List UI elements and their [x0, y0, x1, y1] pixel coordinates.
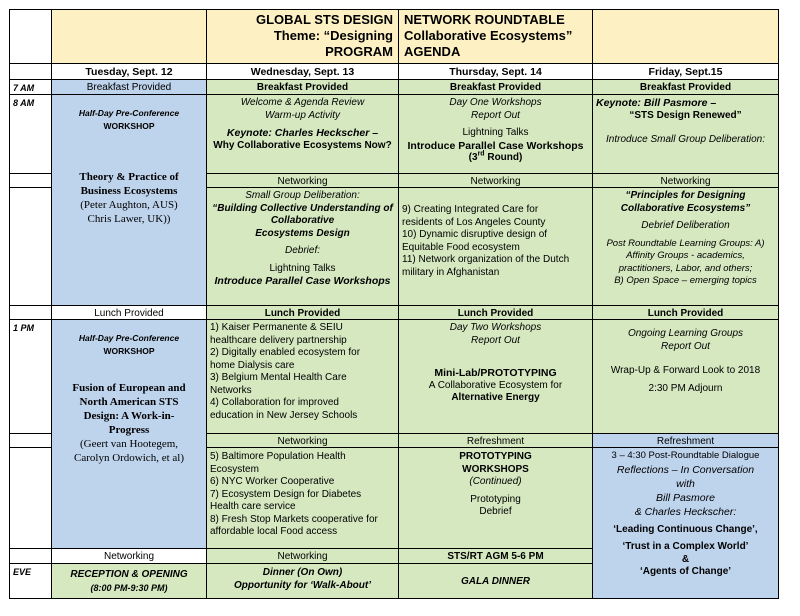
tue-breakfast: Breakfast Provided: [51, 79, 207, 95]
thu-minilab-sub: A Collaborative Ecosystem for: [428, 379, 563, 391]
fri-refreshment: Refreshment: [592, 433, 779, 448]
wed-case-2a: 2) Digitally enabled ecosystem for: [210, 347, 361, 358]
tue-pm-title2: North American STS: [79, 396, 179, 408]
title-left-spacer: [51, 9, 207, 64]
time-blank-3: [9, 305, 52, 320]
thu-proto-debrief: Debrief: [479, 506, 512, 517]
tue-lunch: Lunch Provided: [51, 305, 207, 320]
wed-cases-1: [206, 319, 399, 434]
wed-intro-parallel: Introduce Parallel Case Workshops: [214, 275, 391, 287]
time-8am: 8 AM: [9, 94, 52, 174]
wed-lightning: Lightning Talks: [269, 262, 336, 274]
wed-keynote: Keynote: Charles Heckscher –: [226, 127, 379, 139]
day-corner: [9, 63, 52, 80]
fri-lunch: Lunch Provided: [592, 305, 779, 320]
thu-pm-report-out: Report Out: [471, 334, 520, 346]
tue-afternoon-workshop: [51, 319, 207, 549]
fri-pasmore: Bill Pasmore: [656, 491, 715, 504]
day-header-wed: Wednesday, Sept. 13: [206, 63, 399, 80]
wed-sg-title1: “Building Collective Understanding of: [212, 202, 393, 214]
fri-with: with: [676, 477, 695, 490]
tue-am-title2: Business Ecosystems: [80, 185, 178, 197]
tue-networking: Networking: [51, 548, 207, 564]
fri-networking-am: Networking: [592, 173, 779, 188]
wed-sg-label: Small Group Deliberation:: [245, 190, 360, 201]
wed-case-6: 6) NYC Worker Cooperative: [210, 476, 335, 487]
tue-pm-title4: Progress: [108, 424, 150, 436]
thu-case-11b: military in Afghanistan: [402, 266, 500, 278]
thu-afternoon: [398, 319, 593, 434]
thu-case-10a: 10) Dynamic disruptive design of: [402, 229, 548, 240]
fri-principles: [592, 187, 779, 306]
day-header-fri: Friday, Sept.15: [592, 63, 779, 80]
fri-keynote: Keynote: Bill Pasmore –: [596, 97, 717, 109]
title-part1: GLOBAL STS DESIGN: [256, 12, 393, 27]
thu-prototyping: [398, 447, 593, 549]
thu-agm: STS/RT AGM 5-6 PM: [398, 548, 593, 564]
wed-networking-am: Networking: [206, 173, 399, 188]
fri-intro-sg: Introduce Small Group Deliberation:: [606, 134, 765, 145]
fri-dialogue-time: 3 – 4:30 Post-Roundtable Dialogue: [611, 450, 760, 461]
thu-case-9b: residents of Los Angeles County: [402, 216, 546, 228]
wed-case-8b: affordable local Food access: [210, 526, 338, 537]
title-part1c: PROGRAM: [325, 44, 393, 59]
thu-proto-continued: (Continued): [469, 476, 522, 487]
wed-sg-title2: Collaborative: [270, 215, 335, 226]
thu-cases: [398, 187, 593, 306]
wed-welcome: Welcome & Agenda Review: [240, 97, 365, 108]
tue-eve-time: (8:00 PM-9:30 PM): [90, 582, 168, 593]
fri-prl-1: Post Roundtable Learning Groups: A): [606, 237, 765, 249]
wed-evening: [206, 563, 399, 599]
tue-am-title1: Theory & Practice of: [79, 171, 179, 183]
time-blank-4: [9, 433, 52, 448]
wed-case-7b: Health care service: [210, 501, 296, 512]
thu-proto-title1: PROTOTYPING: [459, 451, 532, 462]
thu-breakfast: Breakfast Provided: [398, 79, 593, 95]
wed-case-3b: Networks: [210, 384, 252, 396]
title-part1b: Theme: “Designing: [273, 28, 393, 43]
wed-case-5a: 5) Baltimore Population Health: [210, 451, 346, 462]
thu-day-two: Day Two Workshops: [449, 322, 542, 333]
day-header-thu: Thursday, Sept. 14: [398, 63, 593, 80]
day-header-tue: Tuesday, Sept. 12: [51, 63, 207, 80]
thu-intro-parallel: Introduce Parallel Case Workshops: [407, 139, 584, 152]
fri-reflections: Reflections – In Conversation: [616, 463, 755, 476]
wed-small-group: [206, 187, 399, 306]
fri-afternoon: [592, 319, 779, 434]
tue-am-people1: (Peter Aughton, AUS): [80, 199, 178, 211]
tue-pm-workshop: WORKSHOP: [103, 345, 155, 356]
wed-case-5b: Ecosystem: [210, 463, 259, 475]
fri-adjourn: 2:30 PM Adjourn: [648, 382, 723, 394]
thu-report-out: Report Out: [471, 109, 520, 121]
fri-quote-3: ‘Agents of Change’: [639, 566, 732, 577]
fri-report-out: Report Out: [661, 340, 710, 352]
tue-pm-title1: Fusion of European and: [72, 382, 186, 394]
wed-keynote-topic: Why Collaborative Ecosystems Now?: [213, 139, 392, 151]
wed-morning: [206, 94, 399, 174]
tue-am-people2: Chris Lawer, UK)): [87, 213, 171, 225]
wed-eve-walkabout: Opportunity for ‘Walk-About’: [233, 579, 372, 591]
tue-am-workshop: WORKSHOP: [103, 120, 155, 131]
fri-morning: [592, 94, 779, 174]
title-cell-right: [398, 9, 593, 64]
thu-case-10b: Equitable Food ecosystem: [402, 241, 520, 253]
wed-eve-dinner: Dinner (On Own): [262, 567, 343, 578]
thu-proto-title2: WORKSHOPS: [462, 463, 529, 475]
thu-lunch: Lunch Provided: [398, 305, 593, 320]
tue-pm-people2: Carolyn Ordowich, et al): [74, 452, 184, 464]
fri-breakfast: Breakfast Provided: [592, 79, 779, 95]
tue-eve-reception: RECEPTION & OPENING: [70, 569, 188, 580]
tue-pm-people1: (Geert van Hootegem,: [79, 438, 179, 450]
thu-case-9a: 9) Creating Integrated Care for: [402, 204, 539, 215]
title-right-spacer: [592, 9, 779, 64]
fri-ongoing: Ongoing Learning Groups: [627, 328, 744, 339]
tue-morning-workshop: [51, 94, 207, 306]
thu-lightning: Lightning Talks: [462, 127, 529, 138]
fri-quote-1: ‘Leading Continuous Change’,: [613, 523, 758, 535]
fri-heckscher: & Charles Heckscher:: [634, 505, 737, 518]
fri-debrief-deliberation: Debrief Deliberation: [641, 220, 730, 231]
time-eve: EVE: [9, 563, 52, 599]
thu-case-11a: 11) Network organization of the Dutch: [402, 254, 570, 265]
wed-lunch: Lunch Provided: [206, 305, 399, 320]
time-blank-6: [9, 548, 52, 564]
wed-case-3a: 3) Belgium Mental Health Care: [210, 372, 347, 383]
fri-prl-2: Affinity Groups - academics,: [626, 250, 745, 261]
fri-quote-amp: &: [681, 553, 690, 565]
wed-warmup: Warm-up Activity: [264, 109, 340, 121]
thu-minilab: Mini-Lab/PROTOTYPING: [434, 367, 557, 379]
fri-keynote-topic: “STS Design Renewed”: [629, 109, 742, 121]
time-blank-2: [9, 187, 52, 306]
fri-dialogue: [592, 447, 779, 599]
tue-pm-italic: Half-Day Pre-Conference: [78, 333, 180, 343]
thu-round: (3rd Round): [468, 150, 523, 163]
thu-minilab-energy: Alternative Energy: [451, 392, 540, 403]
thu-gala-dinner: GALA DINNER: [398, 563, 593, 599]
wed-networking-pm: Networking: [206, 433, 399, 448]
fri-prl-3: practitioners, Labor, and others;: [618, 262, 753, 274]
wed-case-4a: 4) Collaboration for improved: [210, 397, 339, 408]
thu-networking-am: Networking: [398, 173, 593, 188]
wed-breakfast: Breakfast Provided: [206, 79, 399, 95]
thu-refreshment: Refreshment: [398, 433, 593, 448]
time-1pm: 1 PM: [9, 319, 52, 434]
title-part2c: AGENDA: [404, 44, 461, 59]
fri-quote-2: ‘Trust in a Complex World’: [622, 541, 749, 552]
thu-proto-prototyping: Prototyping: [470, 493, 521, 505]
time-blank-1: [9, 173, 52, 188]
title-part2: NETWORK ROUNDTABLE: [404, 12, 565, 27]
title-part2b: Collaborative Ecosystems”: [404, 28, 573, 43]
time-blank-5: [9, 447, 52, 549]
fri-principles-2: Collaborative Ecosystems”: [620, 202, 751, 214]
thu-day-one: Day One Workshops: [449, 97, 542, 108]
corner-cell: [9, 9, 52, 64]
title-cell-left: [206, 9, 399, 64]
fri-principles-1: “Principles for Designing: [625, 190, 746, 201]
wed-case-1b: healthcare delivery partnership: [210, 334, 347, 346]
thu-morning: [398, 94, 593, 174]
fri-wrapup: Wrap-Up & Forward Look to 2018: [610, 365, 761, 376]
wed-debrief: Debrief:: [284, 245, 320, 256]
fri-prl-4: B) Open Space – emerging topics: [614, 275, 757, 286]
wed-sg-title3: Ecosystems Design: [255, 227, 350, 239]
wed-case-7a: 7) Ecosystem Design for Diabetes: [210, 488, 362, 500]
wed-case-4b: education in New Jersey Schools: [210, 409, 358, 421]
tue-evening: [51, 563, 207, 599]
wed-cases-2: [206, 447, 399, 549]
wed-networking-eve: Networking: [206, 548, 399, 564]
tue-am-italic: Half-Day Pre-Conference: [78, 108, 180, 118]
wed-case-8a: 8) Fresh Stop Markets cooperative for: [210, 513, 378, 525]
wed-case-1a: 1) Kaiser Permanente & SEIU: [210, 322, 343, 333]
tue-pm-title3: Design: A Work-in-: [83, 410, 175, 422]
time-7am: 7 AM: [9, 79, 52, 95]
wed-case-2b: home Dialysis care: [210, 359, 295, 371]
